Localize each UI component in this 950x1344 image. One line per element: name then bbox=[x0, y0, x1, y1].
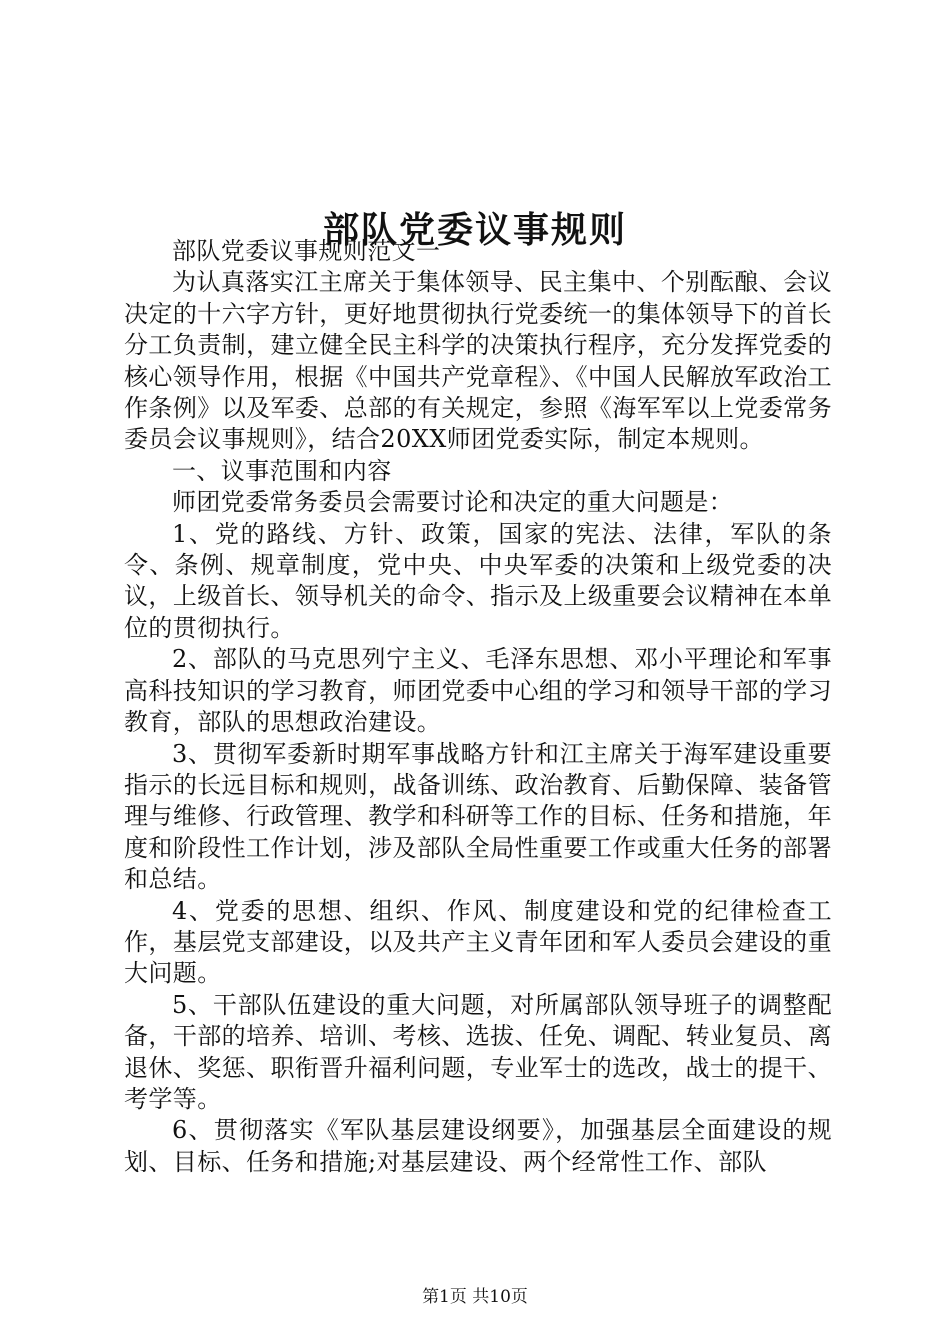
document-body bbox=[124, 236, 832, 1178]
paragraph: 1、党的路线、方针、政策，国家的宪法、法律，军队的条令、条例、规章制度，党中央、中央军委的决策和上级党委的决议，上级首长、领导机关的命令、指示及上级重要会议精神在本单位的贯彻执行。 bbox=[124, 519, 832, 642]
paragraph: 3、贯彻军委新时期军事战略方针和江主席关于海军建设重要指示的长远目标和规则，战备训练、政治教育、后勤保障、装备管理与维修、行政管理、教学和科研等工作的目标、任务和措施，年度和阶段性工作计划，涉及部队全局性重要工作或重大任务的部署和总结。 bbox=[124, 739, 832, 894]
document-title: 部队党委议事规则 bbox=[322, 209, 627, 252]
paragraph: 6、贯彻落实《军队基层建设纲要》，加强基层全面建设的规划、目标、任务和措施;对基层建设、两个经常性工作、部队 bbox=[124, 1116, 832, 1176]
paragraph: 为认真落实江主席关于集体领导、民主集中、个别酝酿、会议决定的十六字方针，更好地贯彻执行党委统一的集体领导下的首长分工负责制，建立健全民主科学的决策执行程序，充分发挥党委的核心领导作用，根据《中国共产党章程》、《中国人民解放军政治工作条例》以及军委、总部的有关规定，参照《海军军以上党委常务委员会议事规则》，结合20XX师团党委实际，制定本规则。 bbox=[124, 268, 832, 454]
paragraph: 部队党委议事规则范文一 bbox=[172, 237, 441, 265]
section-heading: 一、议事范围和内容 bbox=[172, 456, 392, 485]
page-number-footer: 第1页 共10页 bbox=[422, 1287, 528, 1307]
paragraph: 师团党委常务委员会需要讨论和决定的重大问题是： bbox=[172, 488, 734, 517]
paragraph: 4、党委的思想、组织、作风、制度建设和党的纪律检查工作，基层党支部建设，以及共产主义青年团和军人委员会建设的重大问题。 bbox=[124, 896, 832, 988]
paragraph: 5、干部队伍建设的重大问题，对所属部队领导班子的调整配备，干部的培养、培训、考核、选拔、任免、调配、转业复员、离退休、奖惩、职衔晋升福利问题，专业军士的选改，战士的提干、考学等。 bbox=[124, 990, 832, 1113]
paragraph: 2、部队的马克思列宁主义、毛泽东思想、邓小平理论和军事高科技知识的学习教育，师团党委中心组的学习和领导干部的学习教育，部队的思想政治建设。 bbox=[124, 645, 832, 737]
